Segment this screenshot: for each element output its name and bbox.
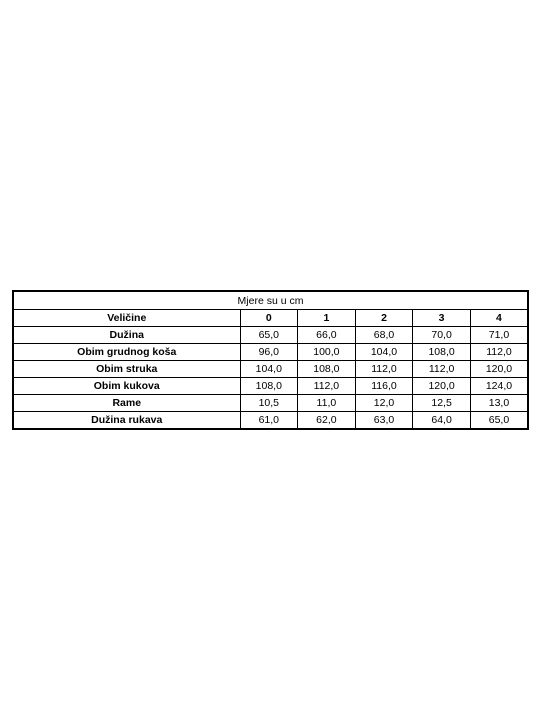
table-cell: 11,0 (298, 395, 356, 412)
table-row (13, 361, 528, 378)
size-header: 0 (240, 310, 298, 327)
table-cell: 96,0 (240, 344, 298, 361)
table-caption-row (13, 291, 528, 310)
table-caption: Mjere su u cm (13, 291, 528, 310)
size-chart-table (12, 290, 529, 430)
table-cell: 70,0 (413, 327, 471, 344)
row-label: Obim grudnog koša (13, 344, 240, 361)
table-cell: 116,0 (355, 378, 413, 395)
row-label: Dužina (13, 327, 240, 344)
row-label: Obim struka (13, 361, 240, 378)
table-row (13, 327, 528, 344)
table-cell: 61,0 (240, 412, 298, 430)
table-row (13, 344, 528, 361)
table-cell: 63,0 (355, 412, 413, 430)
table-cell: 66,0 (298, 327, 356, 344)
size-header: 2 (355, 310, 413, 327)
size-header: 1 (298, 310, 356, 327)
table-cell: 65,0 (240, 327, 298, 344)
table-row (13, 395, 528, 412)
table-cell: 12,0 (355, 395, 413, 412)
table-cell: 12,5 (413, 395, 471, 412)
table-cell: 108,0 (298, 361, 356, 378)
table-row (13, 412, 528, 430)
table-cell: 112,0 (355, 361, 413, 378)
table-cell: 10,5 (240, 395, 298, 412)
row-label: Rame (13, 395, 240, 412)
table-cell: 120,0 (470, 361, 528, 378)
table-cell: 65,0 (470, 412, 528, 430)
table-cell: 100,0 (298, 344, 356, 361)
table-cell: 124,0 (470, 378, 528, 395)
table-cell: 112,0 (413, 361, 471, 378)
table-cell: 64,0 (413, 412, 471, 430)
row-label: Obim kukova (13, 378, 240, 395)
table-cell: 104,0 (355, 344, 413, 361)
table-cell: 13,0 (470, 395, 528, 412)
header-label: Veličine (13, 310, 240, 327)
table-cell: 108,0 (240, 378, 298, 395)
table-cell: 112,0 (470, 344, 528, 361)
table-header-row (13, 310, 528, 327)
table-cell: 108,0 (413, 344, 471, 361)
table-row (13, 378, 528, 395)
size-header: 4 (470, 310, 528, 327)
table-cell: 71,0 (470, 327, 528, 344)
table-cell: 104,0 (240, 361, 298, 378)
size-header: 3 (413, 310, 471, 327)
table-cell: 112,0 (298, 378, 356, 395)
table-cell: 62,0 (298, 412, 356, 430)
row-label: Dužina rukava (13, 412, 240, 430)
table-cell: 68,0 (355, 327, 413, 344)
table-cell: 120,0 (413, 378, 471, 395)
